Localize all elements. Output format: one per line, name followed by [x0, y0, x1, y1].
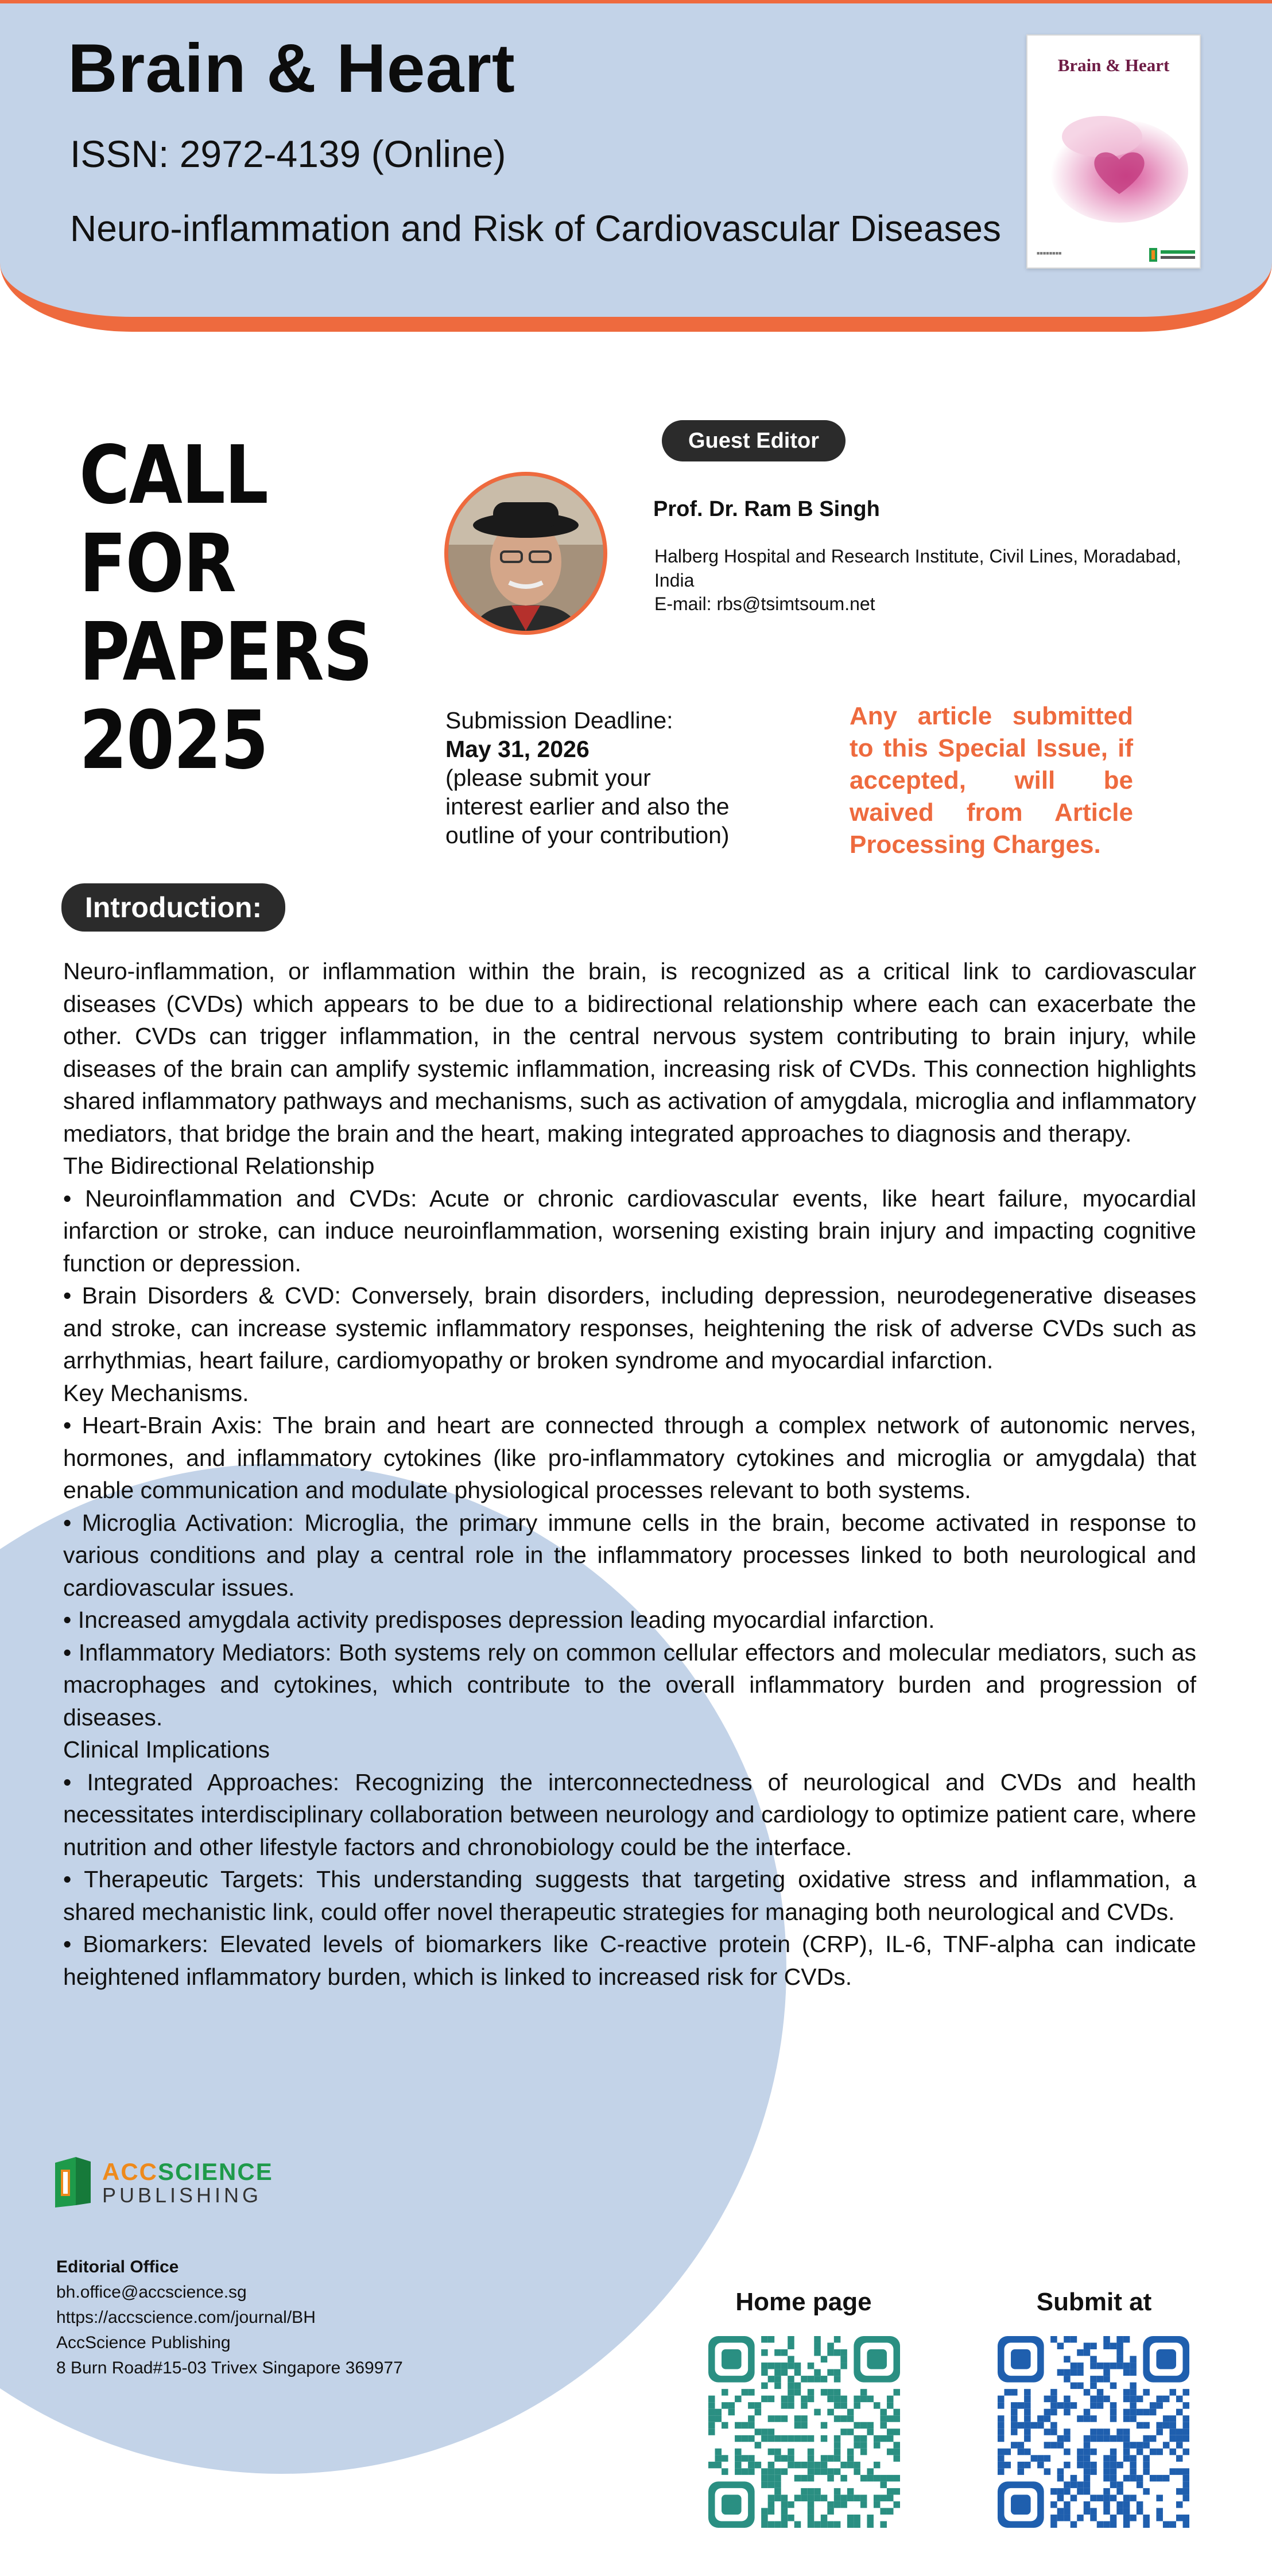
- intro-paragraph: Neuro-inflammation, or inflammation within the brain, is recognized as a critical link to cardiovascular diseases (CVDs) which appears to be due to a bidirectional relationship where each can exacerbate the other. CVDs can trigger inflammation, in the central nervous system contributing to brain injury, while diseases of the brain can amplify systemic inflammation, increasing risk of CVDs. This connection highlights shared inflammatory pathways and mechanisms, such as activation of amygdala, microglia and inflammatory mediators, that bridge the brain and the heart, making integrated approaches to diagnosis and therapy.: [63, 958, 1196, 1147]
- introduction-label: Introduction:: [61, 883, 285, 932]
- cover-issn-text: ■■■■■■■■: [1037, 250, 1062, 256]
- submit-at-label: Submit at: [1036, 2288, 1152, 2316]
- bullet-item: • Inflammatory Mediators: Both systems rely on common cellular effectors and molecular mediators, such as macrophages and cytokines, which contribute to the overall inflammatory burden and progression of diseases.: [63, 1636, 1196, 1734]
- bullet-item: • Therapeutic Targets: This understanding suggests that targeting oxidative stress and inflammation, a shared mechanistic link, could offer novel therapeutic strategies for managing both neurological and CVDs.: [63, 1863, 1196, 1928]
- bullet-item: • Increased amygdala activity predisposes depression leading myocardial infarction.: [63, 1604, 1196, 1636]
- logo-wordmark: [102, 2158, 273, 2186]
- call-for-papers-heading: [79, 429, 372, 787]
- journal-cover-thumbnail[interactable]: [1026, 34, 1201, 269]
- section-heading: Clinical Implications: [63, 1736, 270, 1763]
- cfp-line: FOR: [79, 517, 236, 611]
- cover-title: Brain & Heart: [1057, 55, 1170, 75]
- section-heading: Key Mechanisms.: [63, 1379, 249, 1406]
- office-email[interactable]: bh.office@accscience.sg: [56, 2283, 247, 2302]
- section-heading: The Bidirectional Relationship: [63, 1153, 375, 1179]
- apc-waiver-note: Any article submitted to this Special Issue, if accepted, will be waived from Article Processing Charges.: [850, 702, 1133, 859]
- logo-publishing-text: PUBLISHING: [102, 2183, 262, 2207]
- editor-email[interactable]: E-mail: rbs@tsimtsoum.net: [654, 593, 875, 614]
- deadline-note: (please submit your interest earlier and also the outline of your contribution): [445, 765, 730, 848]
- bullet-item: • Microglia Activation: Microglia, the primary immune cells in the brain, become activated in response to various conditions and play a central role in the inflammatory processes linked to both neurological and cardiovascular issues.: [63, 1507, 1196, 1604]
- submit-qr-code[interactable]: [998, 2336, 1189, 2528]
- bullet-item: • Biomarkers: Elevated levels of biomarkers like C-reactive protein (CRP), IL-6, TNF-alpha can indicate heightened inflammatory burden, which is linked to increased risk for CVDs.: [63, 1928, 1196, 1993]
- special-issue-title: Neuro-inflammation and Risk of Cardiovascular Diseases: [70, 208, 1001, 249]
- editor-portrait-image: [448, 476, 603, 631]
- editor-affiliation: Halberg Hospital and Research Institute, Civil Lines, Moradabad, India: [654, 546, 1181, 591]
- cfp-line: PAPERS: [79, 606, 372, 699]
- office-url[interactable]: https://accscience.com/journal/BH: [56, 2308, 316, 2327]
- cover-publisher-logo: [1148, 246, 1197, 264]
- introduction-body: [63, 955, 1196, 1993]
- guest-editor-label: Guest Editor: [662, 420, 846, 461]
- editorial-office-details: [56, 2280, 403, 2381]
- office-address: 8 Burn Road#15-03 Trivex Singapore 369977: [56, 2358, 403, 2377]
- editor-photo: [444, 472, 607, 635]
- editorial-office-title: Editorial Office: [56, 2257, 179, 2276]
- cover-heart-image: [1033, 91, 1196, 234]
- bullet-item: • Heart-Brain Axis: The brain and heart are connected through a complex network of autonomic nerves, hormones, and inflammatory cytokines (like pro-inflammatory cytokines and microglia or amygdala) that enable communication and modulate physiological processes relevant to both systems.: [63, 1409, 1196, 1507]
- logo-science-text: SCIENCE: [158, 2158, 273, 2185]
- bullet-item: • Integrated Approaches: Recognizing the interconnectedness of neurological and CVDs and health necessitates interdisciplinary collaboration between neurology and cardiology to optimize patient care, where nutrition and other lifestyle factors and chronobiology could be the interface.: [63, 1766, 1196, 1864]
- deadline-date: May 31, 2026: [445, 736, 590, 762]
- book-icon: [53, 2155, 94, 2209]
- office-name: AccScience Publishing: [56, 2333, 231, 2352]
- issn: ISSN: 2972-4139 (Online): [70, 133, 506, 175]
- editor-name: Prof. Dr. Ram B Singh: [653, 497, 880, 521]
- bullet-item: • Neuroinflammation and CVDs: Acute or chronic cardiovascular events, like heart failure, myocardial infarction or stroke, can induce neuroinflammation, worsening existing brain injury and impacting cognitive function or depression.: [63, 1182, 1196, 1280]
- header-band: [0, 0, 1272, 332]
- home-page-label: Home page: [735, 2288, 872, 2316]
- home-page-qr-code[interactable]: [708, 2336, 900, 2528]
- cfp-line: 2025: [79, 694, 268, 787]
- cfp-line: CALL: [79, 429, 268, 522]
- accscience-logo[interactable]: [53, 2155, 273, 2209]
- deadline-label: Submission Deadline:: [445, 707, 673, 734]
- logo-acc-text: ACC: [102, 2158, 158, 2185]
- journal-title: Brain & Heart: [68, 30, 515, 107]
- bullet-item: • Brain Disorders & CVD: Conversely, brain disorders, including depression, neurodegenerative diseases and stroke, can increase systemic inflammatory responses, heightening the risk of adverse CVDs such as arrhythmias, heart failure, cardiomyopathy or broken syndrome and myocardial infarction.: [63, 1279, 1196, 1377]
